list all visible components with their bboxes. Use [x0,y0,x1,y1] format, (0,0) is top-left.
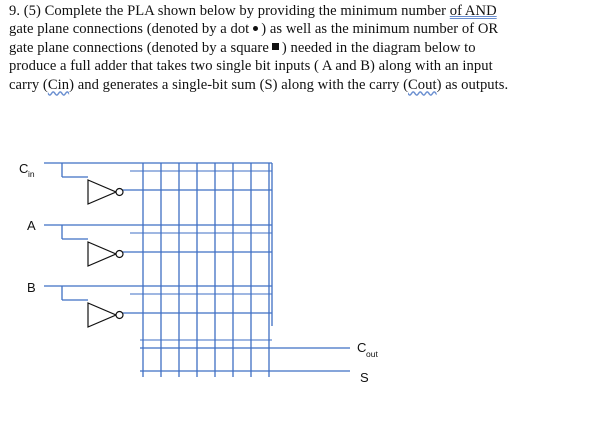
output-label-2: S [360,370,369,385]
question-line-2-tail: ) as well as the minimum number of OR [261,21,499,38]
cin-term: Cin [47,76,70,93]
inverter-triangle-1 [88,180,116,204]
inverter-bubble-3 [116,312,123,319]
inverter-group [88,180,123,327]
input-label-sub-1: in [28,169,35,179]
question-line-3-tail: ) needed in the diagram below to [281,39,476,56]
output-label-sub-1: out [366,349,378,359]
input-label-1: C [19,161,29,176]
input-label-3: B [27,280,36,295]
question-line-5-c: ) as outputs. [436,76,509,93]
question-line-1-text: 9. (5) Complete the PLA shown below by providing the minimum number [9,3,450,19]
question-line-5-a: carry ( [9,76,48,93]
inverter-bubble-1 [116,189,123,196]
question-line-3-text: gate plane connections (denoted by a square [9,39,269,56]
question-line-4: produce a full adder that takes two single bit inputs ( A and B) along with an input [9,58,493,75]
inverter-triangle-3 [88,303,116,327]
underlined-of-and: of AND [449,3,497,19]
inverter-bubble-2 [116,251,123,258]
question-line-2-text: gate plane connections (denoted by a dot [9,21,250,38]
input-label-2: A [27,218,36,233]
output-label-1: C [357,340,367,355]
signal-labels [19,161,378,385]
inverter-triangle-2 [88,242,116,266]
cout-term: Cout [408,76,437,93]
question-line-5-b: ) and generates a single-bit sum (S) along with the carry ( [69,76,408,93]
